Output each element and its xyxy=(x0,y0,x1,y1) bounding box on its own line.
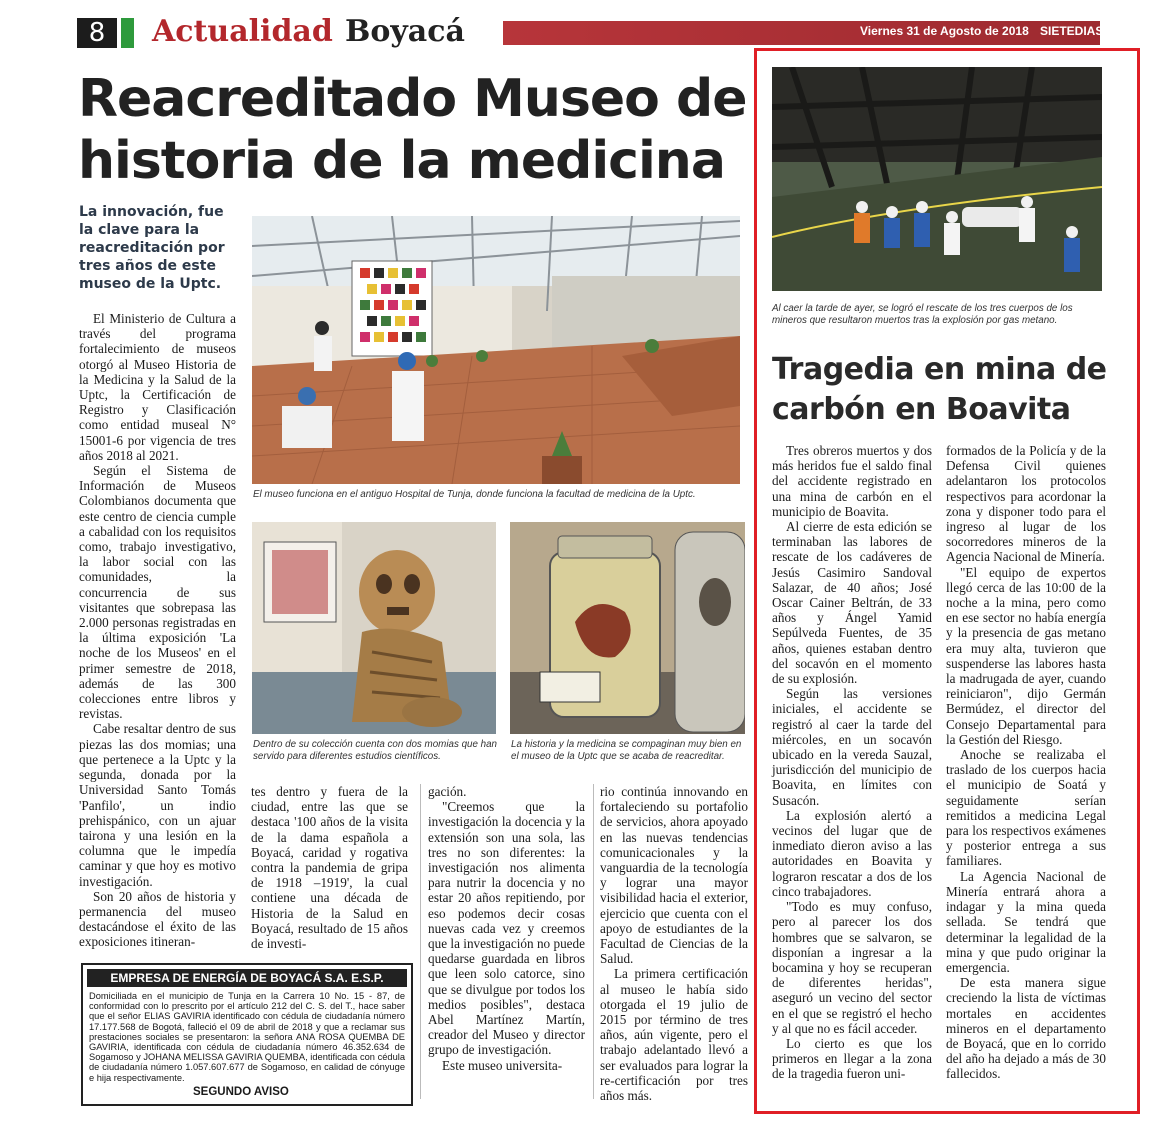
mummy-photo xyxy=(252,522,496,734)
main-article-col3 xyxy=(428,784,585,1073)
museum-courtyard-photo xyxy=(252,216,740,484)
paragraph: rio continúa innovando en fortaleciendo su portafolio de servicios, ahora apoyado en las nuevas tendencias comunicacionales y la vanguardia de la tecnología y lograr una mayor visibilidad hacia el exterior, ejercicio que cuenta con el apoyo de estudiantes de la Facultad de Ciencias de la Salud. xyxy=(600,784,748,967)
side-headline: Tragedia en mina de carbón en Boavita xyxy=(772,352,1107,427)
paragraph: Cabe resaltar dentro de sus piezas las dos momias; una que pertenece a la Uptc y la segunda, donada por la Universidad Santo Tomás 'Panfilo', un indio prehispánico, con un ajuar tairona y una lesión en la columna que le impedía caminar y que hoy es motivo investigación. xyxy=(79,721,236,889)
paragraph: De esta manera sigue creciendo la lista de víctimas mortales en accidentes mineros en el departamento de Boyacá, que en lo corrido del año ha dejado a más de 30 fallecidos. xyxy=(946,975,1106,1082)
newspaper-brand: SIETEDIAS xyxy=(1040,24,1104,38)
main-article-col2 xyxy=(251,784,408,951)
mine-photo-caption: Al caer la tarde de ayer, se logró el rescate de los tres cuerpos de los mineros que resultaron muertos tras la explosión por gas metano. xyxy=(772,303,1073,326)
main-article-col4 xyxy=(600,784,748,1103)
main-headline: Reacreditado Museo de historia de la medicina xyxy=(78,69,747,191)
paragraph: La Agencia Nacional de Minería entrará ahora a indagar y la mina queda sellada. Se tendrá que determinar la legalidad de la mina y que pudo originar la emergencia. xyxy=(946,868,1106,975)
courtyard-caption: El museo funciona en el antiguo Hospital de Tunja, donde funciona la facultad de medicina de la Uptc. xyxy=(253,489,696,500)
paragraph: gación. xyxy=(428,784,467,799)
issue-date: Viernes 31 de Agosto de 2018 xyxy=(860,24,1029,38)
paragraph: Al cierre de esta edición se terminaban las labores de rescate de los cadáveres de Jesús Casimiro Sandoval Salazar, de 40 años; José Oscar Cainer Beltrán, de 33 años y Ángel Yamid Sepúlveda Fuentes, de 35 años, quienes estaban dentro del socavón en el momento de su explosión. xyxy=(772,519,932,687)
paragraph: Este museo universita- xyxy=(442,1057,563,1073)
paragraph: La primera certificación al museo le había sido otorgada el 19 julio de 2015 por término de tres años, aún vigente, pero el trabajo adelantado llevó a ser evaluados para lograr la re-certificación por tres años más. xyxy=(600,966,748,1104)
paragraph: Tres obreros muertos y dos más heridos fue el saldo final del accidente registrado en una mina de carbón en el municipio de Boavita. xyxy=(772,443,932,519)
specimen-jars-photo xyxy=(510,522,745,734)
column-divider xyxy=(593,784,594,1099)
paragraph: formados de la Policía y de la Defensa Civil quienes adelantaron los protocolos respectivos para acordonar la zona y disponer todo para el ingreso al lugar de los socorredores mineros de la Agencia Nacional de Minería. xyxy=(946,443,1106,565)
jars-caption: La historia y la medicina se compaginan muy bien en el museo de la Uptc que se acaba de reacreditar. xyxy=(511,739,742,762)
section-region: Boyacá xyxy=(345,14,465,49)
column-divider xyxy=(420,784,421,1099)
mine-rescue-photo xyxy=(772,67,1102,291)
paragraph: La explosión alertó a vecinos del lugar que de inmediato dieron aviso a las autoridades en Boavita y lograron rescatar a dos de los cinco trabajadores. xyxy=(772,807,932,899)
paragraph: El Ministerio de Cultura a través del programa fortalecimiento de museos otorgó al Museo Historia de la Medicina y la Salud de la Uptc, la Certificación de Registro y Clasificación como entidad museal N° 15001-6 por vigencia de tres años 2018 al 2021. xyxy=(79,311,236,463)
paragraph: Son 20 años de historia y permanencia del museo destacándose el éxito de las exposiciones itineran- xyxy=(79,888,236,950)
notice-footer: SEGUNDO AVISO xyxy=(193,1085,289,1098)
side-article-col2 xyxy=(946,443,1106,1082)
paragraph: Según las versiones iniciales, el accidente se registró al caer la tarde del miércoles, en un socavón ubicado en la vereda Sauzal, jurisdicción del municipio de Boavita, en límites con Susacón. xyxy=(772,686,932,808)
section-name: Actualidad xyxy=(152,14,333,49)
main-lead: La innovación, fue la clave para la reacreditación por tres años de este museo de la Uptc. xyxy=(79,204,225,292)
paragraph: Según el Sistema de Información de Museos Colombianos documenta que este centro de ciencia cumple a cabalidad con los requisitos como, trabajo investigativo, la labor social con las comunidades, la concurrencia de sus visitantes que sobrepasa las 2.000 personas registradas en la última exposición 'La noche de los Museos' en el primer semestre de 2018, además de las 300 colecciones entre libros y revistas. xyxy=(79,463,236,722)
mummy-caption: Dentro de su colección cuenta con dos momias que han servido para diferentes estudios científicos. xyxy=(253,739,497,762)
page-number: 8 xyxy=(77,18,117,48)
paragraph: tes dentro y fuera de la ciudad, entre las que se destaca '100 años de la visita de la dama española a Boyacá, caridad y rogativa contra la pandemia de gripa de 1918 –1919', la cual contiene una década de Historia de la Salud en Boyacá, resultado de 15 años de investi- xyxy=(251,784,408,952)
main-article-col1 xyxy=(79,311,236,950)
paragraph: Anoche se realizaba el traslado de los cuerpos hacia el municipio de Soatá y seguidamente serían remitidos a medicina Legal para los respectivos exámenes y posterior entrega a sus familiares. xyxy=(946,747,1106,869)
notice-title: EMPRESA DE ENERGÍA DE BOYACÁ S.A. E.S.P. xyxy=(87,969,407,987)
section-color-bar xyxy=(121,18,134,48)
paragraph: "Creemos que la investigación la docencia y la extensión son una sola, las tres no son diferentes: la investigación nos alimenta para nutrir la docencia y no estar 20 años repitiendo, por eso podemos decir cosas nuevas cada vez y creemos que la investigación no puede quedarse guardada en libros que leen solo catorce, sino que se divulgue por todos los medios posibles", destaca Abel Martínez Martín, creador del Museo y director grupo de investigación. xyxy=(428,799,585,1058)
notice-body: Domiciliada en el municipio de Tunja en la Carrera 10 No. 15 - 87, de conformidad con lo prescrito por el artículo 212 del C. S. del T., hace saber que el señor ELIAS GAVIRIA identificado con cédula de ciudadanía número 17.177.568 de Bogotá, falleció el 09 de abril de 2018 y que a reclamar sus prestaciones sociales se presentaron: la señora ANA ROSA QUEMBA DE GAVIRIA, identificada con cédula de ciudadanía número 46.352.634 de Sogamoso y JOHANA MELISSA GAVIRIA QUEMBA, identificada con cédula de ciudadanía número 1.057.607.677 de Sogamoso, en calidad de cónyuge e hija respectivamente. xyxy=(89,991,405,1083)
paragraph: Lo cierto es que los primeros en llegar a la zona de la tragedia fueron uni- xyxy=(772,1035,932,1082)
paragraph: "Todo es muy confuso, pero al parecer los dos hombres que se salvaron, se disponían a ingresar a la bocamina y hoy se recuperan de diferentes heridas", aseguró un vecino del sector en el que se registró el hecho y al que no es fácil acceder. xyxy=(772,899,932,1036)
paragraph: "El equipo de expertos llegó cerca de las 10:00 de la noche a la mina, pero como en ese sector no había energía y la presencia de gas metano era muy alta, tuvieron que suspenderse las labores hasta la madrugada de ayer, cuando reiniciaron", dijo Germán Bermúdez, el director del Consejo Departamental para la Gestión del Riesgo. xyxy=(946,564,1106,747)
side-article-col1 xyxy=(772,443,932,1082)
legal-notice xyxy=(81,963,413,1106)
